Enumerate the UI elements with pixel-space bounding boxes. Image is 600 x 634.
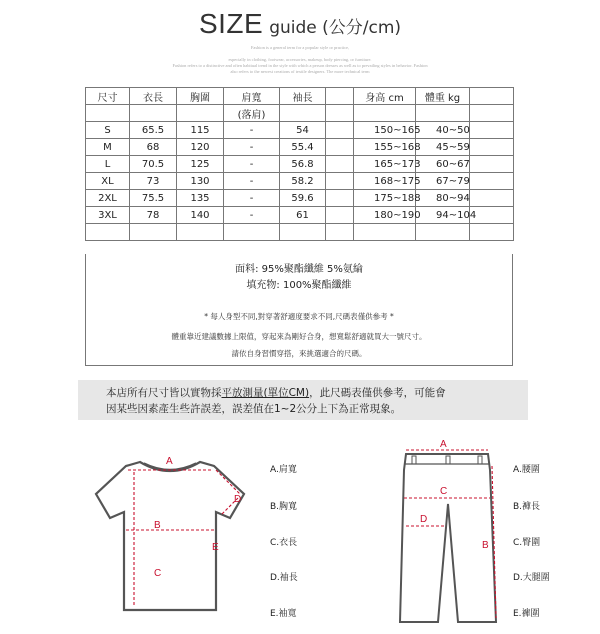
subheader-cell <box>177 105 224 122</box>
tshirt-diagram <box>88 450 268 620</box>
table-cell <box>177 224 224 241</box>
table-cell <box>470 190 514 207</box>
subheader-cell <box>280 105 326 122</box>
table-cell: - <box>224 190 280 207</box>
table-cell: - <box>224 122 280 139</box>
table-cell: 168~175 <box>354 173 416 190</box>
table-cell <box>416 224 470 241</box>
disclaimer-underline: 平放測量(單位CM) <box>221 387 310 399</box>
subheader-cell <box>130 105 177 122</box>
table-cell: 75.5 <box>130 190 177 207</box>
note-text: * 每人身型不同,對穿著舒適度要求不同,尺碼表僅供參考 * <box>204 312 394 321</box>
note-text: 請依自身習慣穿搭，來挑選適合的尺碼。 <box>231 349 367 358</box>
table-cell <box>86 224 130 241</box>
disclaimer-text: 本店所有尺寸皆以實物採 <box>106 387 222 399</box>
table-cell <box>470 173 514 190</box>
subtitle-line: also refers to the newest creations of textile designers. The more technical term <box>230 69 370 74</box>
table-cell: 60~67 <box>416 156 470 173</box>
table-cell: 78 <box>130 207 177 224</box>
notes-box <box>85 254 513 366</box>
disclaimer-line1 <box>106 385 446 400</box>
table-cell: 59.6 <box>280 190 326 207</box>
table-cell: 40~50 <box>416 122 470 139</box>
table-cell: 3XL <box>86 207 130 224</box>
table-cell <box>224 224 280 241</box>
header-cell <box>470 88 514 105</box>
table-cell: 45~59 <box>416 139 470 156</box>
pants-legend-item: E.褲圍 <box>513 609 540 619</box>
header-cell: 胸圍 <box>177 88 224 105</box>
table-cell <box>326 207 354 224</box>
table-blank-row <box>86 224 514 241</box>
mark-a: A <box>166 456 173 467</box>
table-cell: 80~94 <box>416 190 470 207</box>
disclaimer-line2: 因某些因素產生些許誤差，誤差值在1~2公分上下為正常現象。 <box>106 403 402 415</box>
table-cell <box>470 224 514 241</box>
shirt-legend-item: E.袖寬 <box>270 609 297 619</box>
subheader-cell <box>86 105 130 122</box>
subtitle-line: Fashion is a general term for a popular style or practice, <box>250 45 350 50</box>
shirt-legend-item: B.胸寬 <box>270 502 298 512</box>
mark-e: E <box>212 542 219 553</box>
header-cell: 體重 kg <box>416 88 470 105</box>
table-cell <box>470 122 514 139</box>
note-text: 體重靠近建議數據上限值，穿起來為剛好合身，想寬鬆舒適就買大一號尺寸。 <box>171 332 427 341</box>
mark-c: C <box>440 486 448 497</box>
table-cell <box>326 139 354 156</box>
table-cell: 125 <box>177 156 224 173</box>
subheader-cell <box>326 105 354 122</box>
table-cell: S <box>86 122 130 139</box>
table-cell: 155~168 <box>354 139 416 156</box>
table-cell: 58.2 <box>280 173 326 190</box>
table-cell: 180~190 <box>354 207 416 224</box>
header-cell: 身高 cm <box>354 88 416 105</box>
title-guide: guide (公分/cm) <box>269 18 402 38</box>
shirt-legend-item: D.袖長 <box>270 573 298 583</box>
subtitle-line: Fashion refers to a distinctive and often habitual trend in the style with which a person dresses as well as to prevailing styles in behavior. Fashion <box>172 63 428 68</box>
table-cell: 175~188 <box>354 190 416 207</box>
table-cell: 115 <box>177 122 224 139</box>
table-cell: 70.5 <box>130 156 177 173</box>
header-cell <box>326 88 354 105</box>
pants-legend-item: C.臀圍 <box>513 538 541 548</box>
header-cell: 尺寸 <box>86 88 130 105</box>
table-cell: M <box>86 139 130 156</box>
pants-diagram <box>392 440 502 630</box>
table-cell: 120 <box>177 139 224 156</box>
table-cell: 165~173 <box>354 156 416 173</box>
table-cell: 61 <box>280 207 326 224</box>
table-cell <box>326 156 354 173</box>
title-size: SIZE <box>198 8 264 39</box>
disclaimer-band <box>78 380 528 420</box>
table-header-row <box>86 88 514 105</box>
table-cell: 55.4 <box>280 139 326 156</box>
table-cell: 135 <box>177 190 224 207</box>
subheader-cell <box>470 105 514 122</box>
table-cell: 94~104 <box>416 207 470 224</box>
table-cell: 65.5 <box>130 122 177 139</box>
table-cell: 2XL <box>86 190 130 207</box>
table-row <box>86 122 514 139</box>
size-table <box>85 87 514 241</box>
table-cell: 150~165 <box>354 122 416 139</box>
shirt-legend-item: A.肩寬 <box>270 465 297 475</box>
mark-b: B <box>154 520 161 531</box>
table-row <box>86 190 514 207</box>
page-title <box>0 8 600 40</box>
table-row <box>86 207 514 224</box>
disclaimer-text: ，此尺碼表僅供參考，可能會 <box>309 387 446 399</box>
table-cell <box>354 224 416 241</box>
table-cell: 130 <box>177 173 224 190</box>
table-cell: 67~79 <box>416 173 470 190</box>
mark-c: C <box>154 568 162 579</box>
table-cell: 56.8 <box>280 156 326 173</box>
mark-b: B <box>482 540 489 551</box>
table-cell: XL <box>86 173 130 190</box>
mark-d: D <box>234 494 242 505</box>
table-cell: - <box>224 139 280 156</box>
tshirt-outline <box>96 462 244 610</box>
table-cell <box>326 190 354 207</box>
pants-legend-item: A.腰圍 <box>513 465 540 475</box>
table-cell: 140 <box>177 207 224 224</box>
subtitle-line: especially in clothing, footwear, accessories, makeup, body piercing, or furniture. <box>228 57 372 62</box>
fabric-text: 面料: 95%聚酯纖維 5%氨綸 <box>235 264 363 275</box>
table-cell: 68 <box>130 139 177 156</box>
filling-text: 填充物: 100%聚酯纖維 <box>246 280 352 291</box>
table-cell <box>470 156 514 173</box>
table-cell: 54 <box>280 122 326 139</box>
table-cell: - <box>224 156 280 173</box>
pants-legend-item: B.褲長 <box>513 502 541 512</box>
subheader-cell <box>416 105 470 122</box>
table-row <box>86 173 514 190</box>
table-cell <box>470 139 514 156</box>
header-cell: 袖長 <box>280 88 326 105</box>
table-subheader-row <box>86 105 514 122</box>
shirt-legend-item: C.衣長 <box>270 538 298 548</box>
table-cell <box>326 173 354 190</box>
table-row <box>86 139 514 156</box>
header-cell: 肩寬 <box>224 88 280 105</box>
table-cell <box>326 224 354 241</box>
table-cell <box>130 224 177 241</box>
table-cell <box>326 122 354 139</box>
pants-outline <box>400 454 496 622</box>
mark-d: D <box>420 514 428 525</box>
pants-legend-item: D.大腿圍 <box>513 573 550 583</box>
mark-a: A <box>440 440 447 450</box>
table-cell <box>280 224 326 241</box>
table-cell: 73 <box>130 173 177 190</box>
table-row <box>86 156 514 173</box>
table-cell: - <box>224 173 280 190</box>
subheader-cell: (落肩) <box>224 105 280 122</box>
header-cell: 衣長 <box>130 88 177 105</box>
table-cell: L <box>86 156 130 173</box>
subheader-cell <box>354 105 416 122</box>
table-cell: - <box>224 207 280 224</box>
